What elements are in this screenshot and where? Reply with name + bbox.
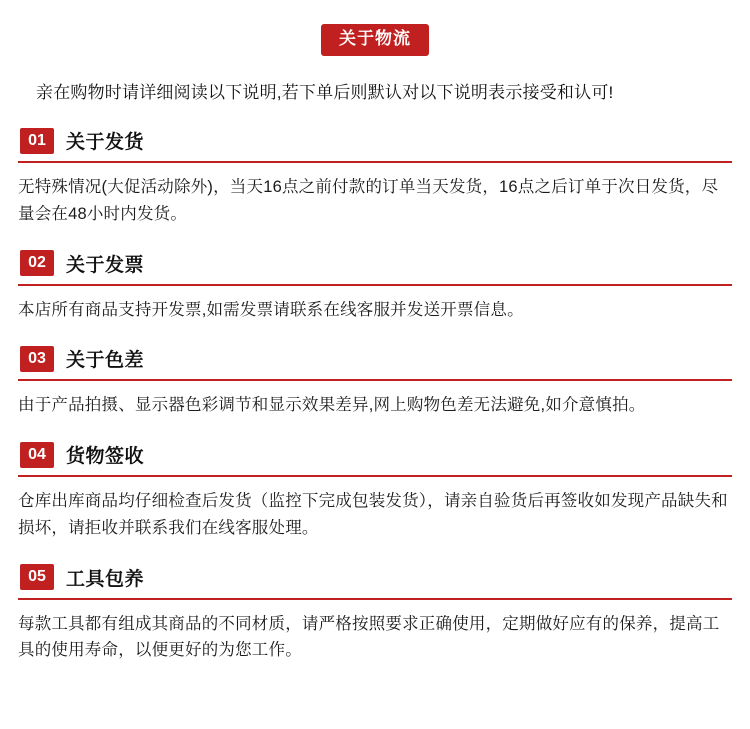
section-body: 由于产品拍摄、显示器色彩调节和显示效果差异,网上购物色差无法避免,如介意慎拍。 <box>18 396 646 415</box>
section-01 <box>18 127 732 227</box>
section-number: 01 <box>20 128 54 154</box>
section-header <box>18 250 732 277</box>
section-header <box>18 441 732 468</box>
section-title: 关于发票 <box>66 254 145 276</box>
section-title: 关于色差 <box>66 350 145 372</box>
section-body: 每款工具都有组成其商品的不同材质，请严格按照要求正确使用，定期做好应有的保养，提高工具的使用寿命，以便更好的为您工作。 <box>18 614 720 660</box>
section-title: 关于发货 <box>66 132 145 154</box>
section-divider <box>18 284 732 286</box>
section-header <box>18 127 732 154</box>
section-body: 仓库出库商品均仔细检查后发货（监控下完成包装发货），请亲自验货后再签收如发现产品缺失和损坏，请拒收并联系我们在线客服处理。 <box>18 492 728 537</box>
section-02 <box>18 250 732 324</box>
section-header <box>18 564 732 591</box>
section-number: 05 <box>20 564 54 590</box>
header-badge-row <box>18 0 732 56</box>
section-header <box>18 345 732 372</box>
section-number: 02 <box>20 250 54 276</box>
section-body: 无特殊情况(大促活动除外)，当天16点之前付款的订单当天发货，16点之后订单于次日发货，尽量会在48小时内发货。 <box>18 178 719 223</box>
intro-text: 亲在购物时请详细阅读以下说明,若下单后则默认对以下说明表示接受和认可! <box>36 82 614 102</box>
section-divider <box>18 161 732 163</box>
section-divider <box>18 598 732 600</box>
section-number: 04 <box>20 442 54 468</box>
section-03 <box>18 345 732 419</box>
section-body: 本店所有商品支持开发票,如需发票请联系在线客服并发送开票信息。 <box>18 300 524 319</box>
section-04 <box>18 441 732 541</box>
section-05 <box>18 564 732 664</box>
section-title: 工具包养 <box>66 568 145 590</box>
section-number: 03 <box>20 346 54 372</box>
page-title-badge: 关于物流 <box>321 24 429 56</box>
section-divider <box>18 379 732 381</box>
section-title: 货物签收 <box>66 446 145 468</box>
section-divider <box>18 475 732 477</box>
